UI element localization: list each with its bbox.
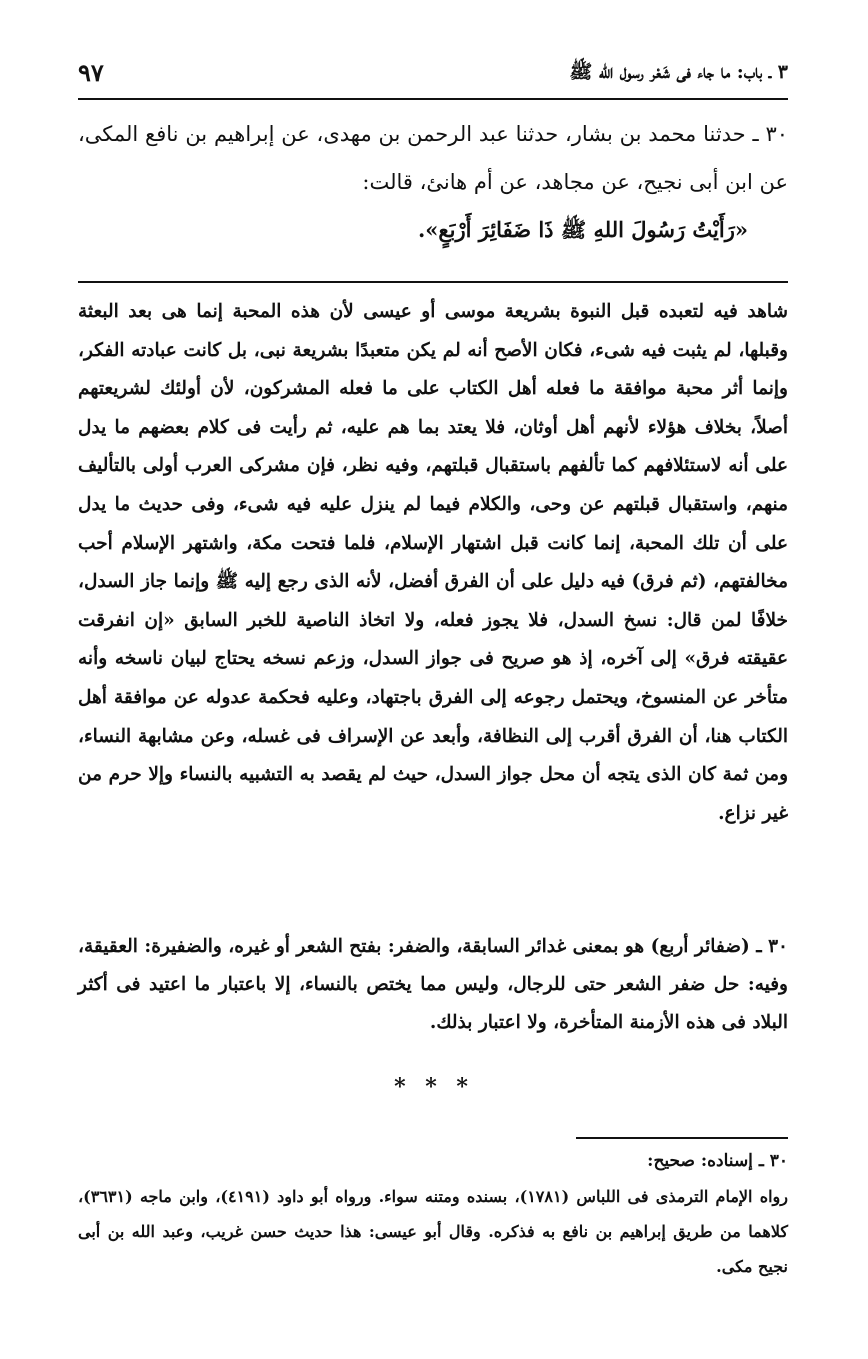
page-number: ٩٧ [78,58,104,87]
section-separator: * * * [394,1074,474,1100]
footnote-heading: ٣٠ ـ إسناده: صحيح: [647,1151,788,1171]
page-header [78,58,788,100]
section-divider [78,281,788,283]
footnote-text: رواه الإمام الترمذى فى اللباس (١٧٨١)، بسنده ومتنه سواء. ورواه أبو داود (٤١٩١)، وابن ماجه (٣٦٣١)، كلاهما من طريق إبراهيم بن نافع به فذكره. وقال أبو عيسى: هذا حديث حسن غريب، وعبد الله بن أبى نجيح مكى. [78,1187,789,1276]
explanation-paragraph: ٣٠ ـ (ضفائر أربع) هو بمعنى غدائر السابقة، والضفر: بفتح الشعر أو غيره، والضفيرة: العقيقة، وفيه: حل ضفر الشعر حتى للرجال، وليس مما يختص بالنساء، إلا باعتبار ما اعتيد فى أكثر البلاد فى هذه الأزمنة المتأخرة، ولا اعتبار بذلك. [78,936,788,1033]
hadith-isnad: ٣٠ ـ حدثنا محمد بن بشار، حدثنا عبد الرحمن بن مهدى، عن إبراهيم بن نافع المكى، عن ابن أبى نجيح، عن مجاهد، عن أم هانئ، قالت: [78,122,788,194]
explanation-note [78,928,788,1042]
commentary-block [78,293,788,833]
footnote-divider [576,1137,788,1139]
footnote-block [78,1144,788,1284]
hadith-matn: «رَأَيْتُ رَسُولَ اللهِ ﷺ ذَا ضَفَائِرَ أَرْبَعٍ». [418,217,748,242]
chapter-title: ٣ ـ باب: ما جاء فى شَعْر رسول الله ﷺ [569,61,788,83]
commentary-paragraph: شاهد فيه لتعبده قبل النبوة بشريعة موسى أو عيسى لأن هذه المحبة إنما هى بعد البعثة وقبلها، لم يثبت فيه شىء، فكان الأصح أنه لم يكن متعبدًا بشريعة نبى، بل كانت عبادته الفكر، وإنما أثر محبة موافقة ما فعله أهل الكتاب على ما فعله المشركون، لأن أولئك لشريعتهم أصلاً، بخلاف هؤلاء لأنهم أهل أوثان، فلا يعتد بما هم عليه، ثم رأيت فى كلام بعضهم ما يدل على أنه لاستئلافهم كما تألفهم باستقبال قبلتهم، وفيه نظر، فإن مشركى العرب أولى بالتأليف منهم، واستقبال قبلتهم عن وحى، والكلام فيما لم ينزل عليه فيه شىء، وفى حديث ما يدل على أن تلك المحبة، إنما كانت قبل اشتهار الإسلام، فلما فتحت مكة، واشتهر الإسلام أحب مخالفتهم، (ثم فرق) فيه دليل على أن الفرق أفضل، لأنه الذى رجع إليه ﷺ وإنما جاز السدل، خلافًا لمن قال: نسخ السدل، فلا يجوز فعله، ولا اتخاذ الناصية للخبر السابق «إن انفرقت عقيقته فرق» إلى آخره، إذ هو صريح فى جواز السدل، وزعم نسخه يحتاج لبيان ناسخه وأنه متأخر عن المنسوخ، ويحتمل رجوعه إلى الفرق باجتهاد، وعليه فحكمة عدوله عن موافقة أهل الكتاب هنا، أن الفرق أقرب إلى النظافة، وأبعد عن الإسراف فى غسله، وعن مشابهة النساء، ومن ثمة كان الذى يتجه أن محل جواز السدل، حيث لم يقصد به التشبيه بالنساء وإلا حرم من غير نزاع. [78,301,788,824]
hadith-text [78,110,788,254]
